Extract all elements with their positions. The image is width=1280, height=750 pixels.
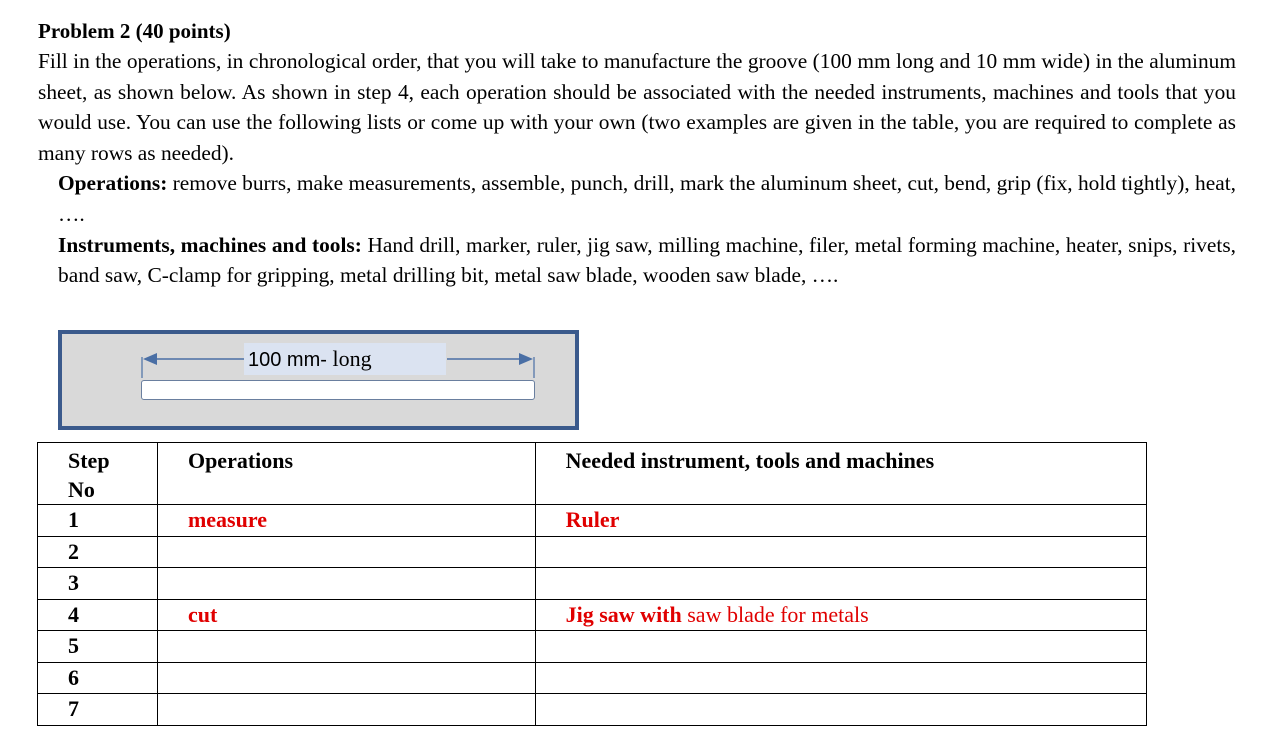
tool-cell[interactable] [535, 631, 1146, 663]
operation-cell[interactable] [157, 536, 535, 568]
operation-cell[interactable] [157, 568, 535, 600]
tool-cell[interactable] [535, 505, 1146, 537]
operation-cell[interactable] [157, 694, 535, 726]
dimension-value: 100 mm- [248, 349, 333, 371]
operation-cell[interactable] [157, 662, 535, 694]
tool-cell[interactable] [535, 568, 1146, 600]
operations-table [37, 442, 1147, 726]
step-number: 7 [38, 694, 158, 726]
operation-cell[interactable] [157, 631, 535, 663]
table-row [38, 536, 1147, 568]
aluminum-sheet-figure [58, 330, 579, 430]
arrow-right-icon [519, 353, 533, 365]
table-row [38, 599, 1147, 631]
tools-list [58, 230, 1236, 291]
groove-shape [141, 380, 535, 400]
operation-cell[interactable]: cut [157, 599, 535, 631]
tool-plain-text: saw blade for metals [681, 601, 869, 627]
operation-cell[interactable]: measure [157, 505, 535, 537]
tool-cell[interactable] [535, 536, 1146, 568]
table-row [38, 694, 1147, 726]
problem-intro: Fill in the operations, in chronological order, that you will take to manufacture the groove (100 mm long and 10 mm wide) in the aluminum sheet, as shown below. As shown in step 4, each operation should be associated with the needed instruments, machines and tools that you would use. You can use the following lists or come up with your own (two examples are given in the table, you are required to complete as many rows as needed). [38, 49, 1236, 165]
header-operations: Operations [157, 443, 535, 505]
operations-text: remove burrs, make measurements, assemble, punch, drill, mark the aluminum sheet, cut, bend, grip (fix, hold tightly), heat, …. [58, 171, 1236, 226]
table-row [38, 568, 1147, 600]
operations-label: Operations: [58, 171, 168, 196]
tool-cell[interactable] [535, 662, 1146, 694]
problem-title: Problem 2 (40 points) [38, 19, 231, 43]
step-number: 1 [38, 505, 158, 537]
table-row [38, 631, 1147, 663]
tool-bold-text: Ruler [565, 507, 620, 532]
tools-label: Instruments, machines and tools: [58, 232, 362, 257]
tools-text: Hand drill, marker, ruler, jig saw, milling machine, filer, metal forming machine, heater, snips, rivets, band saw, C-clamp for gripping, metal drilling bit, metal saw blade, wooden saw blade, …. [58, 232, 1236, 288]
dimension-label [248, 346, 372, 372]
dimension-word: long [332, 346, 372, 371]
step-number: 4 [38, 599, 158, 631]
header-step-no: Step No [38, 443, 158, 505]
problem-section [38, 17, 1236, 291]
arrow-left-icon [143, 353, 157, 365]
step-number: 5 [38, 631, 158, 663]
step-number: 6 [38, 662, 158, 694]
tool-cell[interactable] [535, 599, 1146, 631]
table-header-row [38, 443, 1147, 505]
table-row [38, 505, 1147, 537]
step-number: 3 [38, 568, 158, 600]
tool-cell[interactable] [535, 694, 1146, 726]
operations-list [58, 168, 1236, 229]
table-row [38, 662, 1147, 694]
tool-bold-text: Jig saw with [565, 601, 682, 627]
step-number: 2 [38, 536, 158, 568]
header-tools: Needed instrument, tools and machines [535, 443, 1146, 505]
